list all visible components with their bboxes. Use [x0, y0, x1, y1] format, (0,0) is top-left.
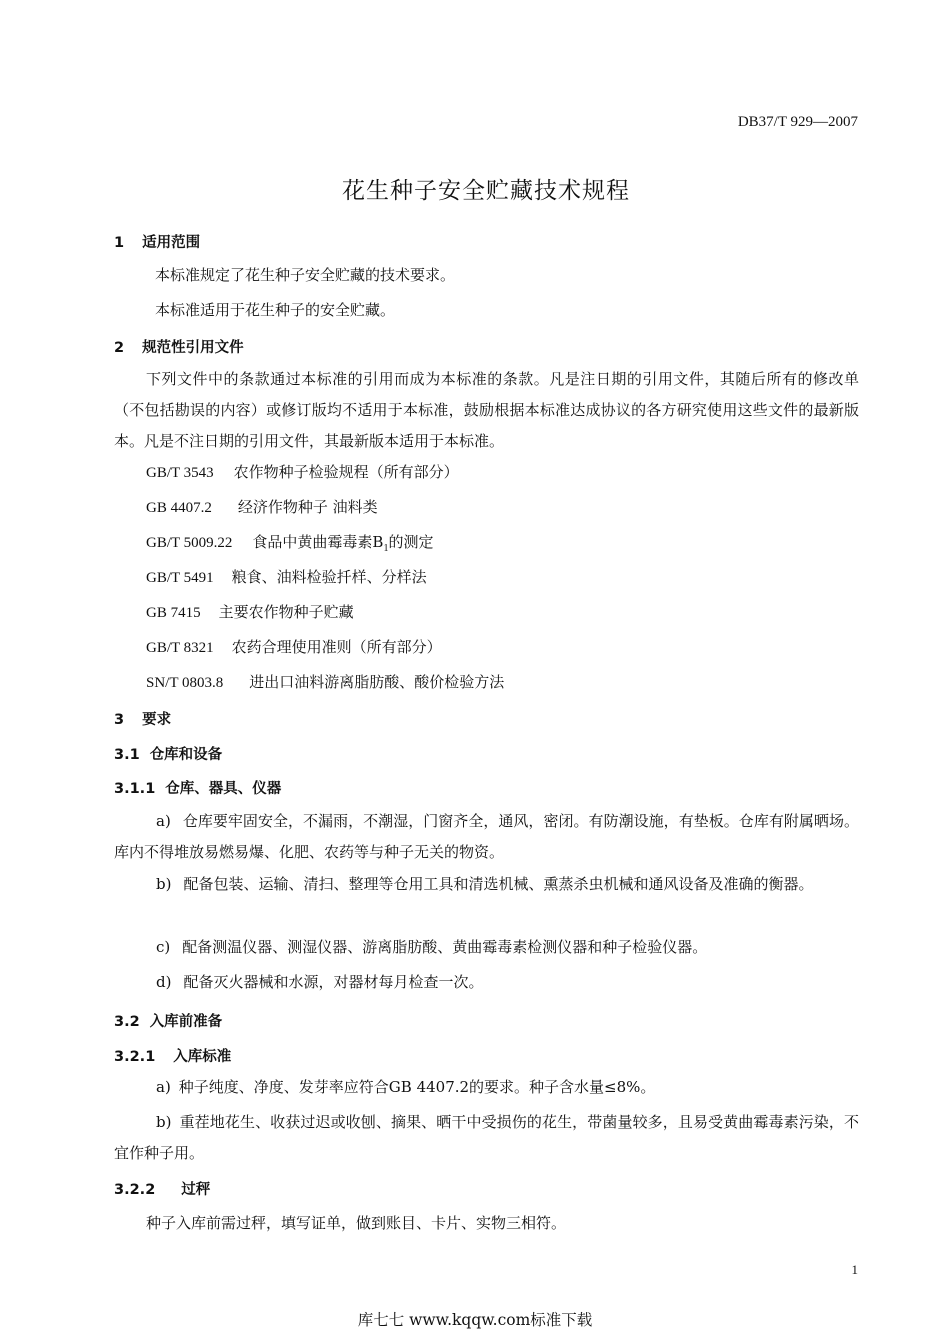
section-3-1-1-heading: 3.1.1 仓库、器具、仪器 [114, 781, 282, 797]
list-item: d) 配备灭火器械和水源，对器材每月检查一次。 [156, 973, 484, 991]
list-item: b) 配备包装、运输、清扫、整理等仓用工具和清选机械、熏蒸杀虫机械和通风设备及准确的衡器。 [156, 875, 814, 893]
reference-item: GB/T 5009.22 食品中黄曲霉毒素$B_1$的测定 [146, 533, 434, 554]
section-3-2-2-heading: 3.2.2 过秤 [114, 1182, 211, 1198]
section-2-intro: 下列文件中的条款通过本标准的引用而成为本标准的条款。凡是注日期的引用文件，其随后所有的修改单（不包括勘误的内容）或修订版均不适用于本标准，鼓励根据本标准达成协议的各方研究使用这些文件的最新版本。凡是不注日期的引用文件，其最新版本适用于本标准。 [114, 370, 859, 450]
reference-item: GB/T 5491 粮食、油料检验扦样、分样法 [146, 568, 427, 586]
list-item: a) 种子纯度、净度、发芽率应符合GB 4407.2的要求。种子含水量≤8%。 [156, 1078, 656, 1096]
section-1-paragraph-1: 本标准规定了花生种子安全贮藏的技术要求。 [155, 266, 456, 284]
reference-item: GB/T 8321 农药合理使用准则（所有部分） [146, 638, 442, 656]
reference-item: SN/T 0803.8 进出口油料游离脂肪酸、酸价检验方法 [146, 673, 505, 691]
reference-item: GB 7415 主要农作物种子贮藏 [146, 603, 354, 621]
list-item: b) 重茬地花生、收获过迟或收刨、摘果、晒干中受损伤的花生，带菌量较多，且易受黄曲霉毒素污染，不宜作种子用。 [114, 1113, 859, 1162]
standard-code: DB37/T 929—2007 [737, 114, 858, 130]
section-3-2-2-paragraph: 种子入库前需过秤，填写证单，做到账目、卡片、实物三相符。 [146, 1214, 567, 1232]
section-3-1-heading: 3.1 仓库和设备 [114, 747, 223, 763]
section-3-heading: 3 要求 [114, 712, 172, 728]
reference-item: GB 4407.2 经济作物种子 油料类 [146, 498, 378, 516]
page-number: 1 [851, 1262, 858, 1277]
section-3-2-1-heading: 3.2.1 入库标准 [114, 1049, 232, 1065]
section-1-heading: 1 适用范围 [114, 235, 201, 251]
document-title: 花生种子安全贮藏技术规程 [342, 178, 630, 204]
section-2-heading: 2 规范性引用文件 [114, 340, 244, 356]
list-item: a) 仓库要牢固安全，不漏雨，不潮湿，门窗齐全，通风，密闭。有防潮设施，有垫板。仓库有附属晒场。库内不得堆放易燃易爆、化肥、农药等与种子无关的物资。 [114, 812, 859, 861]
footer-text: 库七七 www.kqqw.com标准下载 [357, 1311, 593, 1329]
list-item: c) 配备测温仪器、测湿仪器、游离脂肪酸、黄曲霉毒素检测仪器和种子检验仪器。 [156, 938, 708, 956]
reference-item: GB/T 3543 农作物种子检验规程（所有部分） [146, 463, 459, 481]
section-1-paragraph-2: 本标准适用于花生种子的安全贮藏。 [155, 301, 396, 319]
section-3-2-heading: 3.2 入库前准备 [114, 1014, 223, 1030]
